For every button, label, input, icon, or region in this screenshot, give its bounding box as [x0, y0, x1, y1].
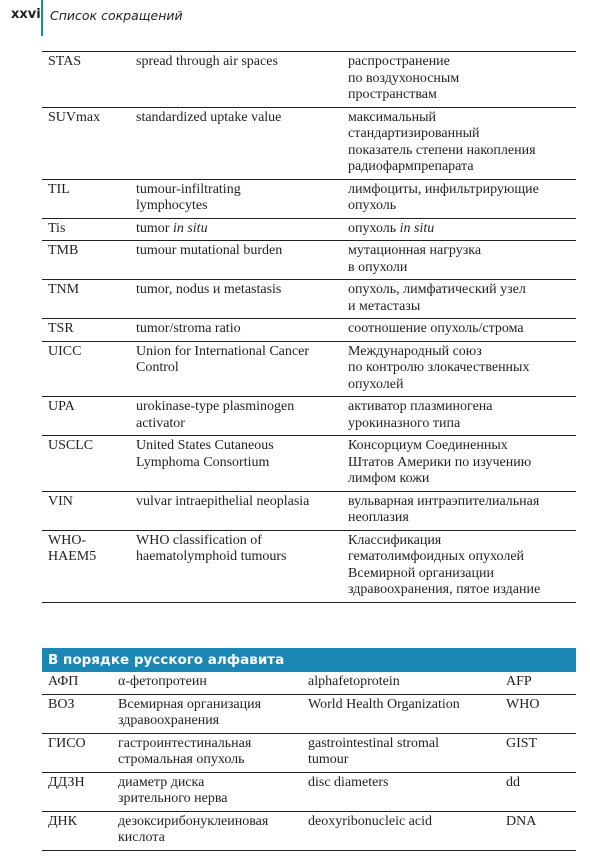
table-row — [42, 280, 576, 319]
russian-term-cell: распространение по воздухоносным пространствам — [342, 52, 576, 108]
english-abbr-cell: GIST — [500, 733, 576, 772]
english-term-cell: gastrointestinal stromal tumour — [302, 733, 500, 772]
abbr-cell: АФП — [42, 672, 112, 694]
russian-term-cell: гастроинтестинальная стромальная опухоль — [112, 733, 302, 772]
table-row — [42, 397, 576, 436]
russian-term-cell: активатор плазминогена урокиназного типа — [342, 397, 576, 436]
table-row — [42, 772, 576, 811]
table-row — [42, 436, 576, 492]
russian-term-cell: диаметр диска зрительного нерва — [112, 772, 302, 811]
english-term-cell: spread through air spaces — [130, 52, 342, 108]
russian-term-cell: Всемирная организация здравоохранения — [112, 694, 302, 733]
english-term-cell: disc diameters — [302, 772, 500, 811]
abbr-cell: TMB — [42, 241, 130, 280]
english-term-cell: WHO classification of haematolymphoid tumours — [130, 530, 342, 602]
russian-term-cell — [342, 218, 576, 241]
english-term-cell: alphafetoprotein — [302, 672, 500, 694]
table-row — [42, 52, 576, 108]
abbr-cell: UPA — [42, 397, 130, 436]
abbr-cell: Tis — [42, 218, 130, 241]
table-row — [42, 672, 576, 694]
header-divider — [41, 0, 43, 36]
russian-term-cell: мутационная нагрузка в опухоли — [342, 241, 576, 280]
russian-term-cell: Консорциум Соединенных Штатов Америки по изучению лимфом кожи — [342, 436, 576, 492]
abbr-cell: TSR — [42, 319, 130, 342]
russian-term-cell: лимфоциты, инфильтрирующие опухоль — [342, 179, 576, 218]
abbr-cell: ДДЗН — [42, 772, 112, 811]
table-row — [42, 341, 576, 397]
english-abbr-cell: WHO — [500, 694, 576, 733]
abbr-cell: ГИСО — [42, 733, 112, 772]
abbr-cell: ВОЗ — [42, 694, 112, 733]
table-row — [42, 694, 576, 733]
english-term-cell: vulvar intraepithelial neoplasia — [130, 491, 342, 530]
english-abbr-cell: DNA — [500, 811, 576, 850]
russian-term-cell: Международный союз по контролю злокачественных опухолей — [342, 341, 576, 397]
english-abbr-cell: dd — [500, 772, 576, 811]
russian-abbreviations-table — [42, 648, 576, 851]
russian-term-text: опухоль — [348, 220, 400, 236]
table-row — [42, 811, 576, 850]
english-term-cell: urokinase-type plasminogen activator — [130, 397, 342, 436]
table-row — [42, 241, 576, 280]
table-row — [42, 218, 576, 241]
table-row — [42, 107, 576, 179]
russian-term-cell: вульварная интраэпителиальная неоплазия — [342, 491, 576, 530]
abbr-cell: SUVmax — [42, 107, 130, 179]
page-header — [0, 0, 590, 36]
latin-abbreviations-table — [42, 51, 576, 603]
abbr-cell: USCLC — [42, 436, 130, 492]
english-abbr-cell: AFP — [500, 672, 576, 694]
table-row — [42, 733, 576, 772]
english-term-cell — [130, 218, 342, 241]
russian-term-italic: in situ — [399, 220, 435, 236]
abbr-cell: TNM — [42, 280, 130, 319]
abbr-cell: TIL — [42, 179, 130, 218]
abbr-cell: VIN — [42, 491, 130, 530]
table-row — [42, 530, 576, 602]
russian-term-cell: Классификация гематолимфоидных опухолей Всемирной организации здравоохранения, пятое издание — [342, 530, 576, 602]
english-term-cell: tumor, nodus и metastasis — [130, 280, 342, 319]
english-term-cell: tumour-infiltrating lymphocytes — [130, 179, 342, 218]
page-number: xxvi — [11, 7, 41, 22]
english-term-cell: World Health Organization — [302, 694, 500, 733]
english-term-cell: deoxyribonucleic acid — [302, 811, 500, 850]
english-term-cell: United States Cutaneous Lymphoma Consortium — [130, 436, 342, 492]
russian-term-cell: соотношение опухоль/строма — [342, 319, 576, 342]
russian-term-cell: максимальный стандартизированный показатель степени накопления радиофармпрепарата — [342, 107, 576, 179]
table-row — [42, 491, 576, 530]
abbr-cell: UICC — [42, 341, 130, 397]
abbr-cell: ДНК — [42, 811, 112, 850]
english-term-text: tumor — [136, 220, 173, 236]
abbr-cell: STAS — [42, 52, 130, 108]
section-heading: В порядке русского алфавита — [42, 648, 576, 672]
abbr-cell: WHO- HAEM5 — [42, 530, 130, 602]
russian-term-cell: α-фетопротеин — [112, 672, 302, 694]
running-title: Список сокращений — [50, 8, 183, 23]
english-term-cell: tumor/stroma ratio — [130, 319, 342, 342]
russian-term-cell: дезоксирибонуклеиновая кислота — [112, 811, 302, 850]
english-term-cell: standardized uptake value — [130, 107, 342, 179]
section-heading-row — [42, 648, 576, 672]
table-row — [42, 319, 576, 342]
english-term-cell: Union for International Cancer Control — [130, 341, 342, 397]
english-term-italic: in situ — [172, 220, 208, 236]
table-row — [42, 179, 576, 218]
russian-term-cell: опухоль, лимфатический узел и метастазы — [342, 280, 576, 319]
english-term-cell: tumour mutational burden — [130, 241, 342, 280]
